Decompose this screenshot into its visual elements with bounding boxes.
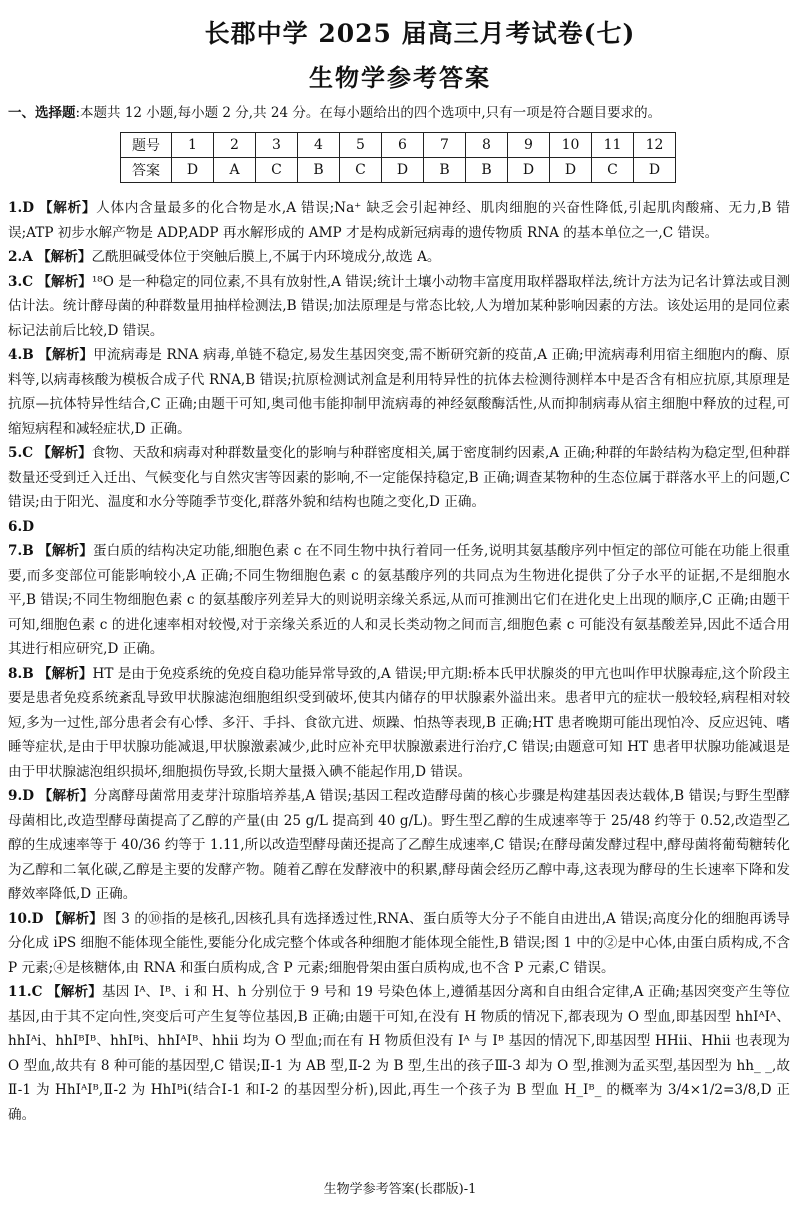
answer-table-ans: C xyxy=(592,158,634,183)
explanation-item xyxy=(8,343,790,441)
item-number: 1.D xyxy=(8,200,34,216)
answer-table-num: 1 xyxy=(172,133,214,158)
answer-table-label-ans: 答案 xyxy=(121,158,172,183)
explanation-item xyxy=(8,245,790,270)
item-number: 10.D xyxy=(8,910,44,927)
answer-table-ans: A xyxy=(214,158,256,183)
item-number: 8.B xyxy=(8,665,34,682)
explanation-item xyxy=(8,539,790,662)
answer-table-num: 11 xyxy=(592,133,634,158)
item-text: ¹⁸O 是一种稳定的同位素,不具有放射性,A 错误;统计土壤小动物丰富度用取样器取样法,统计方法为记名计算法或目测估计法。统计酵母菌的种群数量用抽样检测法,B 错误;加法原理是与常态比较,人为增加某种影响因素的方法。该处运用的是同位素标记法前后比较,D 错误。 xyxy=(8,273,791,339)
item-number: 2.A xyxy=(8,249,33,265)
explanation-item xyxy=(8,196,790,245)
explanation-item xyxy=(8,441,790,515)
answer-table-answer-row xyxy=(121,158,676,183)
item-tag: 【解析】 xyxy=(37,445,92,461)
answer-table-num: 7 xyxy=(424,133,466,158)
item-number: 7.B xyxy=(8,543,34,559)
item-text: 乙酰胆碱受体位于突触后膜上,不属于内环境成分,故选 A。 xyxy=(91,249,441,265)
page-title: 长郡中学 2025 届高三月考试卷(七) xyxy=(204,19,636,48)
section-instruction xyxy=(8,103,792,123)
answer-table-ans: D xyxy=(508,158,550,183)
item-text: HT 是由于免疫系统的免疫自稳功能异常导致的,A 错误;甲亢期:桥本氏甲状腺炎的甲亢也叫作甲状腺毒症,这个阶段主要是患者免疫系统紊乱导致甲状腺滤泡细胞组织受到破坏,使其内储存的甲状腺素外溢出来。患者甲亢的症状一般较轻,病程相对较短,多为一过性,部分患者会有心悸、多汗、手抖、食欲亢进、烦躁、怕热等表现,B 正确;HT 患者晚期可能出现怕冷、反应迟钝、嗜睡等症状,是由于甲状腺功能减退,甲状腺激素减少,此时应补充甲状腺激素进行治疗,C 错误;由题意可知 HT 患者甲状腺功能减退是由于甲状腺滤泡组织损坏,细胞损伤导致,长期大量摄入碘不能起作用,D 错误。 xyxy=(8,665,790,780)
answer-table-ans: C xyxy=(256,158,298,183)
item-text: 分离酵母菌常用麦芽汁琼脂培养基,A 错误;基因工程改造酵母菌的核心步骤是构建基因表达载体,B 错误;与野生型酵母菌相比,改造型酵母菌提高了乙醇的产量(由 25 g/L 提高到 40 g/L)。野生型乙醇的生成速率等于 25/48 约等于 0.52,改造型乙醇的生成速率等于 40/36 约等于 1.11,所以改造型酵母菌还提高了乙醇生成速率,C 错误;在酵母菌发酵过程中,酵母菌将葡萄糖转化为乙醇和二氧化碳,乙醇是主要的发酵产物。随着乙醇在发酵液中的积累,酵母菌会经历乙醇中毒,这表现为酵母的生长速率下降和发酵效率降低,D 正确。 xyxy=(8,788,791,902)
answer-table-ans: C xyxy=(340,158,382,183)
item-number: 11.C xyxy=(8,984,43,1000)
answer-table-ans: B xyxy=(424,158,466,183)
item-tag: 【解析】 xyxy=(38,543,93,559)
answer-table-label-num: 题号 xyxy=(121,133,172,158)
page-footer: 生物学参考答案(长郡版)-1 xyxy=(323,1182,477,1197)
answer-table-ans: D xyxy=(634,158,676,183)
item-number: 9.D xyxy=(8,788,34,804)
answer-table-num: 10 xyxy=(550,133,592,158)
answer-table-ans: D xyxy=(550,158,592,183)
item-tag: 【解析】 xyxy=(37,249,92,265)
item-tag: 【解析】 xyxy=(38,788,94,804)
item-number: 5.C xyxy=(8,445,34,461)
explanation-item xyxy=(8,980,790,1127)
explanation-item xyxy=(8,907,790,981)
item-tag: 【解析】 xyxy=(47,910,103,927)
item-number: 6.D xyxy=(8,518,34,535)
answer-table-ans: B xyxy=(466,158,508,183)
answer-table-ans: D xyxy=(382,158,424,183)
explanation-item xyxy=(8,515,790,540)
explanation-item xyxy=(8,662,790,785)
answer-table-number-row xyxy=(121,133,676,158)
item-text: 蛋白质的结构决定功能,细胞色素 c 在不同生物中执行着同一任务,说明其氨基酸序列中恒定的部位可能在功能上很重要,而多变部位可能影响较小,A 正确;不同生物细胞色素 c 的氨基酸序列的共同点为生物进化提供了分子水平的证据,不是细胞水平,B 错误;不同生物细胞色素 c 的氨基酸序列差异大的则说明亲缘关系远,从而可推测出它们在进化史上出现的顺序,C 正确;由题干可知,细胞色素 c 的进化速率相对较慢,对于亲缘关系近的人和灵长类动物之间而言,细胞色素 c 可能没有氨基酸差异,因此不适合用其进行相应研究,D 正确。 xyxy=(8,543,790,657)
item-tag: 【解析】 xyxy=(38,665,93,682)
explanation-list xyxy=(8,196,790,1127)
item-number: 3.C xyxy=(8,273,34,290)
item-tag: 【解析】 xyxy=(38,347,94,363)
item-text: 基因 Iᴬ、Iᴮ、i 和 H、h 分别位于 9 号和 19 号染色体上,遵循基因分离和自由组合定律,A 正确;基因突变产生等位基因,由于其不定向性,突变后可产生复等位基因,B 正确;由题干可知,在没有 H 物质的情况下,都表现为 O 型血,即基因型 hhIᴬIᴬ、hhIᴬi、hhIᴮIᴮ、hhIᴮi、hhIᴬIᴮ、hhii 均为 O 型血;而在有 H 物质但没有 Iᴬ 与 Iᴮ 基因的情况下,即基因型 HHii、Hhii 也表现为 O 型血,故共有 8 种可能的基因型,C 错误;Ⅱ-1 为 AB 型,Ⅱ-2 为 B 型,生出的孩子Ⅲ-3 却为 O 型,推测为孟买型,基因型为 hh_ _,故Ⅱ-1 为 HhIᴬIᴮ,Ⅱ-2 为 HhIᴮi(结合Ⅰ-1 和Ⅰ-2 的基因型分析),因此,再生一个孩子为 B 型血 H_Iᴮ_ 的概率为 3/4×1/2=3/8,D 正确。 xyxy=(8,984,790,1123)
item-text: 人体内含量最多的化合物是水,A 错误;Na⁺ 缺乏会引起神经、肌肉细胞的兴奋性降低,引起肌肉酸痛、无力,B 错误;ATP 初步水解产物是 ADP,ADP 再水解形成的 AMP 才是构成新冠病毒的遗传物质 RNA 的基本单位之一,C 错误。 xyxy=(8,200,791,241)
item-text: 图 3 的⑩指的是核孔,因核孔具有选择透过性,RNA、蛋白质等大分子不能自由进出,A 错误;高度分化的细胞再诱导分化成 iPS 细胞不能体现全能性,要能分化成完整个体或各种细胞才能体现全能性,B 错误;图 1 中的②是中心体,由蛋白质构成,不含 P 元素;④是核糖体,由 RNA 和蛋白质构成,含 P 元素;细胞骨架由蛋白质构成,也不含 P 元素,C 错误。 xyxy=(8,910,790,976)
answer-table-num: 9 xyxy=(508,133,550,158)
explanation-item xyxy=(8,784,790,907)
item-number: 4.B xyxy=(8,347,34,363)
item-text: 食物、天敌和病毒对种群数量变化的影响与种群密度相关,属于密度制约因素,A 正确;种群的年龄结构为稳定型,但种群数量还受到迁入迁出、气候变化与自然灾害等因素的影响,不一定能保持稳定,B 正确;调查某物种的生态位属于群落水平上的问题,C 错误;由于阳光、温度和水分等随季节变化,群落外貌和结构也随之变化,D 正确。 xyxy=(8,445,791,510)
answer-table xyxy=(120,132,676,183)
answer-table-num: 2 xyxy=(214,133,256,158)
answer-table-num: 12 xyxy=(634,133,676,158)
section-heading: 一、选择题 xyxy=(8,105,76,121)
answer-table-num: 6 xyxy=(382,133,424,158)
item-text: 甲流病毒是 RNA 病毒,单链不稳定,易发生基因突变,需不断研究新的疫苗,A 正确;甲流病毒利用宿主细胞内的酶、原料等,以病毒核酸为模板合成子代 RNA,B 错误;抗原检测试剂盒是利用特异性的抗体去检测待测样本中是否含有相应抗原,其原理是抗原—抗体特异性结合,C 正确;由题干可知,奥司他韦能抑制甲流病毒的神经氨酸酶活性,从而抑制病毒从宿主细胞中释放的过程,可缩短病程和减轻症状,D 正确。 xyxy=(8,347,791,437)
explanation-item xyxy=(8,270,790,344)
item-tag: 【解析】 xyxy=(39,200,97,216)
item-tag: 【解析】 xyxy=(46,984,102,1000)
answer-table-ans: D xyxy=(172,158,214,183)
answer-table-num: 3 xyxy=(256,133,298,158)
answer-table-ans: B xyxy=(298,158,340,183)
section-instruction-text: :本题共 12 小题,每小题 2 分,共 24 分。在每小题给出的四个选项中,只有一项是符合题目要求的。 xyxy=(75,105,662,121)
page-subtitle: 生物学参考答案 xyxy=(309,63,491,92)
answer-table-num: 8 xyxy=(466,133,508,158)
answer-table-num: 4 xyxy=(298,133,340,158)
item-tag: 【解析】 xyxy=(37,273,92,290)
answer-table-num: 5 xyxy=(340,133,382,158)
